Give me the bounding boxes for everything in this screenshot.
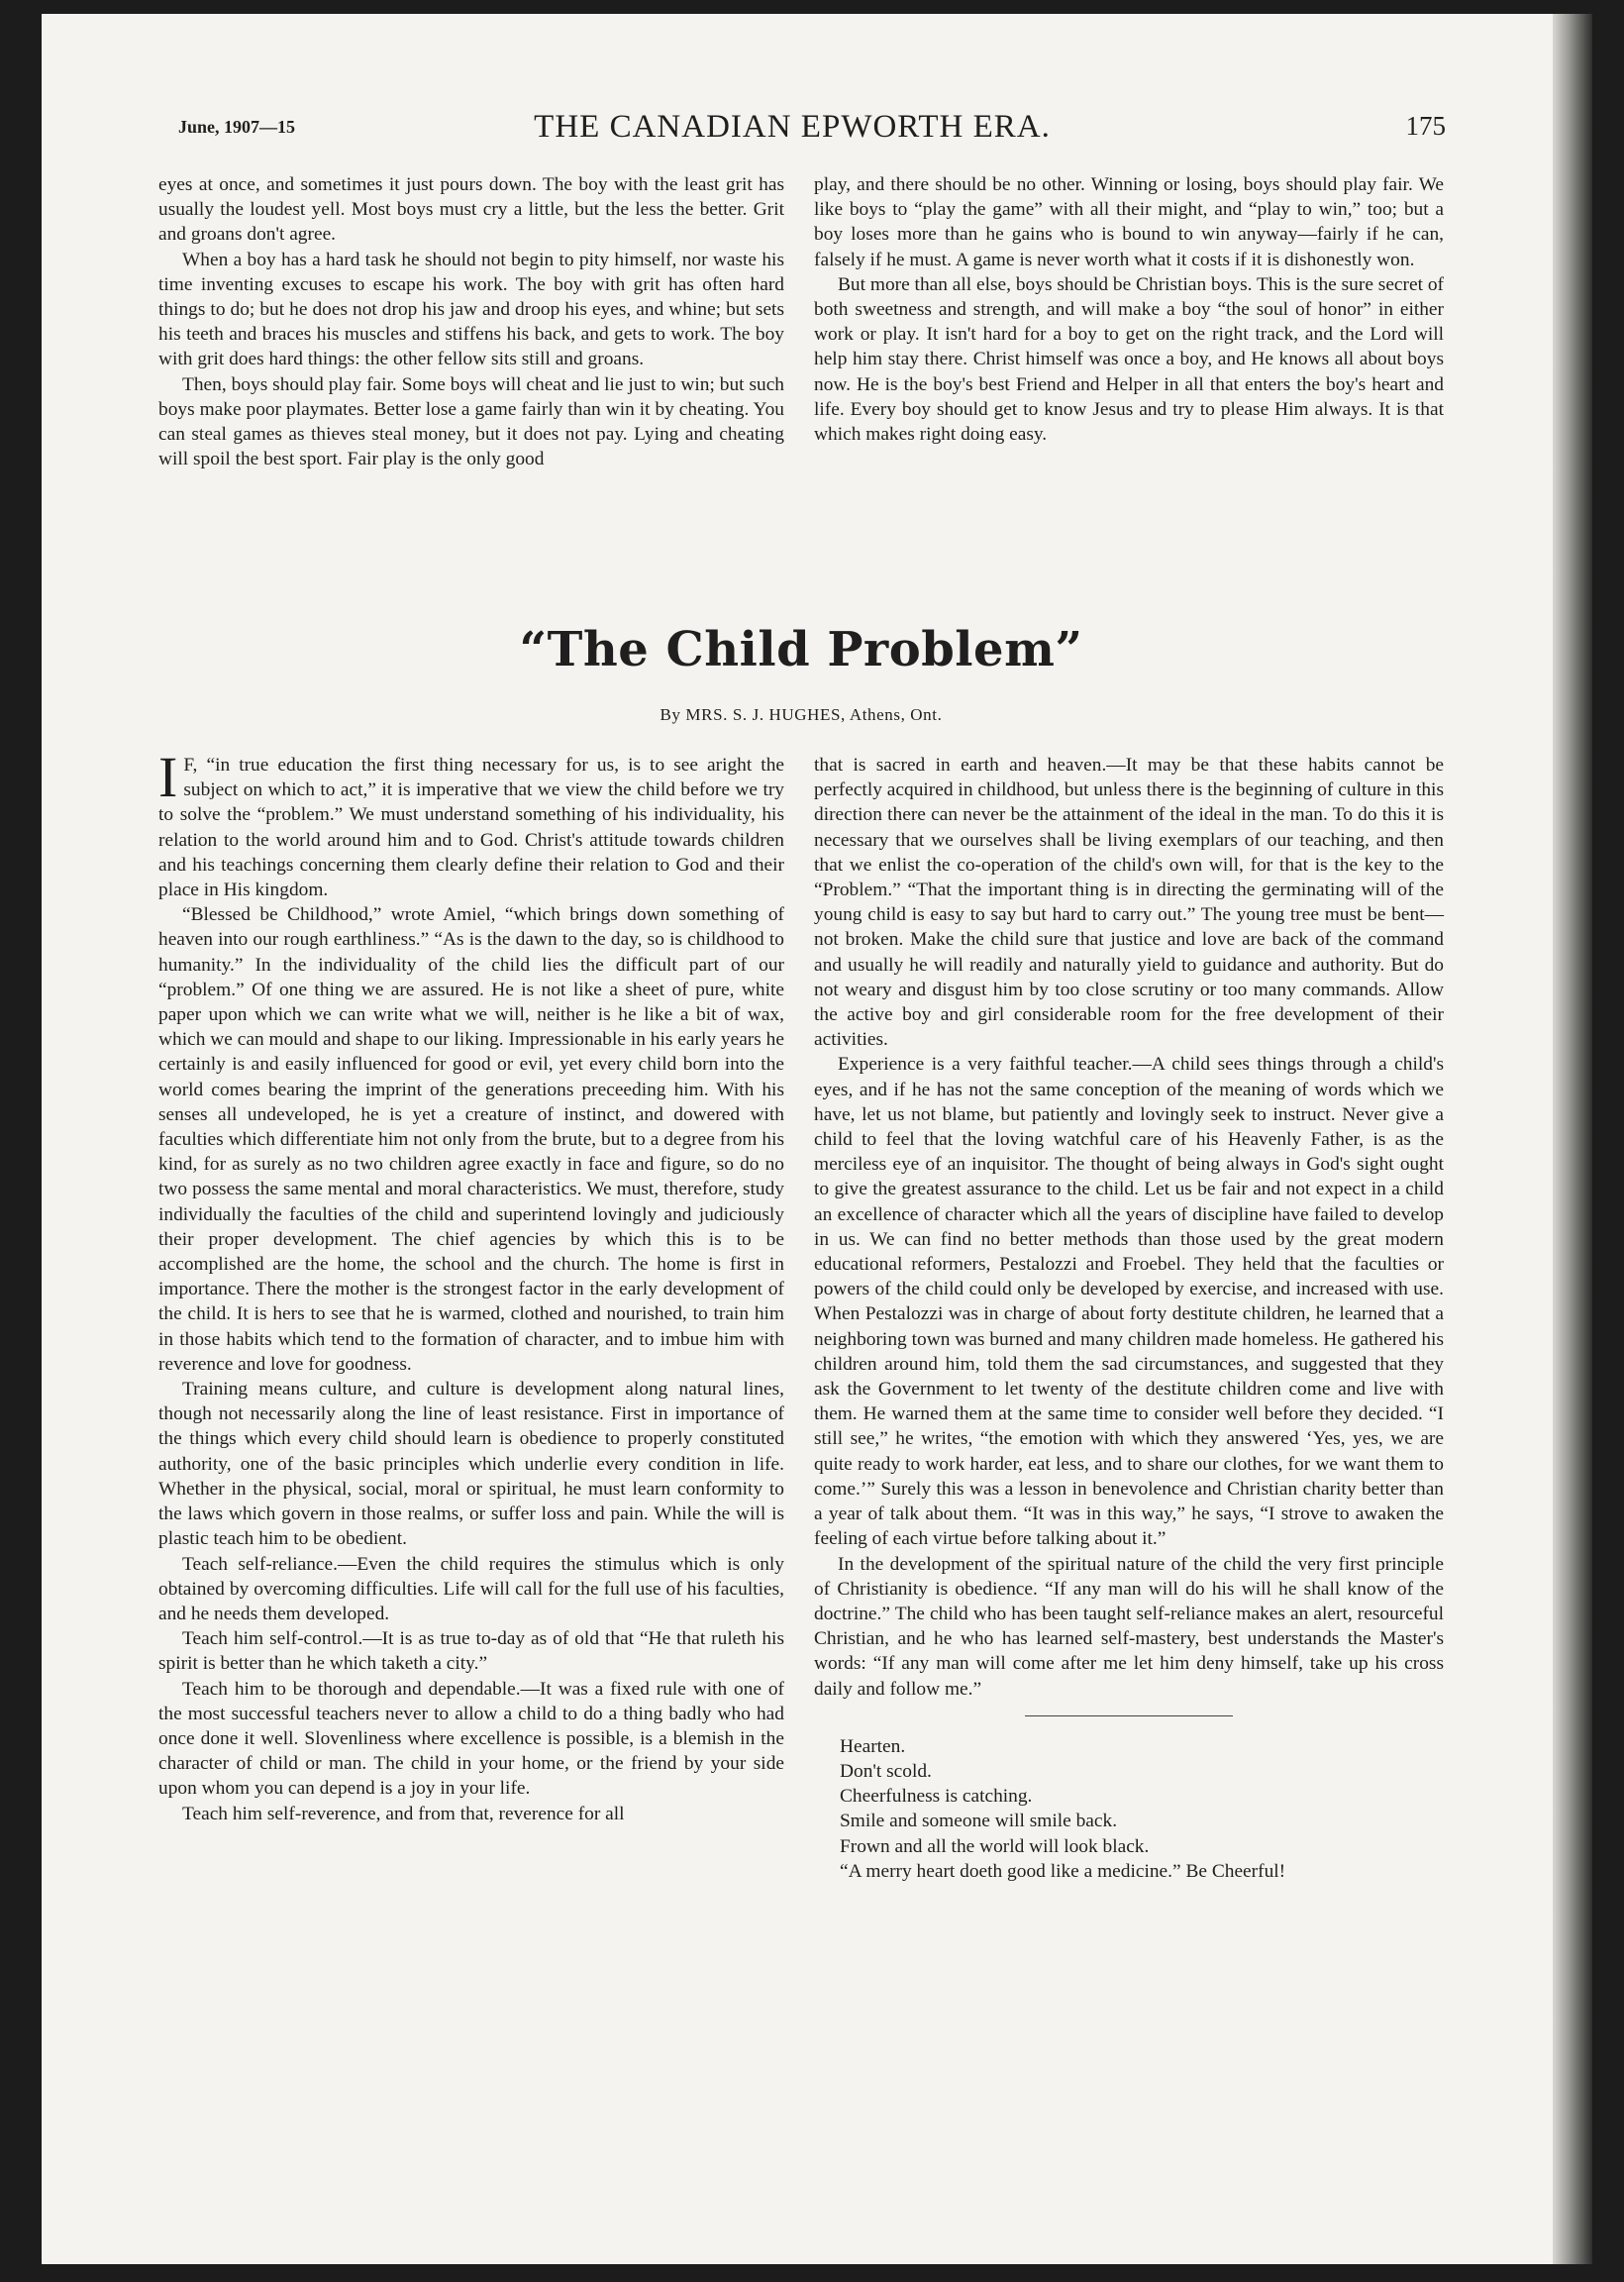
article-title: “The Child Problem” bbox=[519, 622, 1083, 677]
article-column-1 bbox=[158, 745, 784, 1826]
paragraph: Experience is a very faithful teacher.—A child sees things through a child's eyes, and if he has not the same conception of the meaning of words which we have, let us not blame, but patiently and lovingly seek to instruct. Never give a child to feel that the loving watchful care of his Heavenly Father, is as the merciless eye of an inquisitor. The thought of being always in God's sight ought to give the greatest assurance to the child. Let us be fair and not expect in a child an excellence of character which all the years of discipline have failed to develop in us. We can find no better methods than those used by the great modern educational reformers, Pestalozzi and Froebel. They held that the faculties or powers of the child could only be developed by exercise, and increased with use. When Pestalozzi was in charge of about forty destitute children, he learned that a neighboring town was burned and many children made homeless. He gathered his children around him, told them the sad circumstances, and suggested that they ask the Government to let twenty of the destitute children come and live with them. He warned them at the same time to consider well before they decided. “I still see,” he writes, “the emotion with which they answered ‘Yes, yes, we are quite ready to work harder, eat less, and to share our clothes, for we want them to come.’” Surely this was a lesson in benevolence and Christian charity better than a year of talk about them. “It was in this way,” he says, “I strove to awaken the feeling of each virtue before talking about it.” bbox=[814, 1054, 1444, 1550]
verse-line: Smile and someone will smile back. bbox=[840, 1811, 1118, 1832]
verse-line: Hearten. bbox=[840, 1735, 906, 1757]
verse-line: Frown and all the world will look black. bbox=[840, 1835, 1150, 1857]
page-number: 175 bbox=[1405, 111, 1446, 141]
paragraph: Teach him to be thorough and dependable.—It was a fixed rule with one of the most successful teachers never to allow a child to do a thing badly who had once done it well. Slovenliness where excellence is possible, is a blemish in the character of child or man. The child in your home, or the friend by your side upon whom you can depend is a joy in your life. bbox=[158, 1678, 784, 1800]
paragraph: that is sacred in earth and heaven.—It may be that these habits cannot be perfectly acquired in childhood, but unless there is the beginning of culture in this direction there can never be the attainment of the ideal in the man. To do this it is necessary that we ourselves shall be living exemplars of our teaching, and then that we enlist the co-operation of the child's own will, for that is the key to the “Problem.” “That the important thing is in directing the germinating will of the young child is easy to say but hard to carry out.” The young tree must be bent—not broken. Make the child sure that justice and love are back of the command and usually he will readily and naturally yield to guidance and authority. But do not weary and disgust him by too close scrutiny or too many commands. Allow the active boy and girl considerable room for the free development of their activities. bbox=[814, 755, 1444, 1051]
article-column-2 bbox=[814, 753, 1444, 1884]
verse-line: “A merry heart doeth good like a medicine.” Be Cheerful! bbox=[840, 1860, 1286, 1882]
opening-text: F, “in true education the first thing necessary for us, is to see aright the subject on which to act,” it is imperative that we view the child before we try to solve the “problem.” We must understand something of his individuality, his relation to the world around him and to God. Christ's attitude towards children and his teachings concerning them clearly define their relation to God and their place in His kingdom. bbox=[158, 755, 784, 901]
prev-article-column-2 bbox=[814, 172, 1444, 447]
paragraph: When a boy has a hard task he should not begin to pity himself, nor waste his time inventing excuses to escape his work. The boy with grit has often hard things to do; but he does not drop his jaw and droop his eyes, and whine; but sets his teeth and braces his muscles and stiffens his back, and gets to work. The boy with grit does hard things: the other fellow sits still and groans. bbox=[158, 249, 784, 370]
paragraph: But more than all else, boys should be Christian boys. This is the sure secret of both sweetness and strength, and will make a boy “the soul of honor” in either work or play. It isn't hard for a boy to get on the right track, and the Lord will help him stay there. Christ himself was once a boy, and He knows all about boys now. He is the boy's best Friend and Helper in all that enters the boy's heart and life. Every boy should get to know Jesus and try to please Him always. It is that which makes right doing easy. bbox=[814, 273, 1444, 446]
paragraph: Then, boys should play fair. Some boys will cheat and lie just to win; but such boys make poor playmates. Better lose a game fairly than win it by cheating. You can steal games as thieves steal money, but it does not pay. Lying and cheating will spoil the best sport. Fair play is the only good bbox=[158, 373, 784, 470]
cheerful-verse bbox=[814, 1734, 1444, 1884]
article-byline: By MRS. S. J. HUGHES, Athens, Ont. bbox=[660, 705, 943, 724]
book-gutter bbox=[1553, 14, 1592, 2264]
paragraph: Training means culture, and culture is development along natural lines, though not necessarily along the line of least resistance. First in importance of the things which every child should learn is obedience to properly constituted authority, one of the basic principles which underlie every condition in life. Whether in the physical, social, moral or spiritual, he must learn conformity to the laws which govern in those realms, or suffer loss and pain. While the will is plastic teach him to be obedient. bbox=[158, 1379, 784, 1550]
masthead: THE CANADIAN EPWORTH ERA. bbox=[534, 109, 1051, 145]
prev-article-column-1 bbox=[158, 172, 784, 471]
paragraph: In the development of the spiritual nature of the child the very first principle of Christianity is obedience. “If any man will do his will he shall know of the doctrine.” The child who has been taught self-reliance makes an alert, resourceful Christian, and he who has learned self-mastery, best understands the Master's words: “If any man will come after me let him deny himself, take up his cross daily and follow me.” bbox=[814, 1553, 1444, 1700]
verse-line: Don't scold. bbox=[840, 1760, 932, 1782]
opening-paragraph bbox=[158, 745, 784, 902]
paragraph: play, and there should be no other. Winning or losing, boys should play fair. We like boys to “play the game” with all their might, and “play to win,” too; but a boy loses more than he gains who is bound to win anyway—fairly if he can, falsely if he must. A game is never worth what it costs if it is dishonestly won. bbox=[814, 174, 1444, 270]
section-divider bbox=[1025, 1715, 1233, 1716]
drop-cap: I bbox=[158, 745, 178, 809]
issue-date: June, 1907—15 bbox=[178, 117, 296, 137]
verse-line: Cheerfulness is catching. bbox=[840, 1786, 1033, 1808]
paragraph: Teach him self-reverence, and from that, reverence for all bbox=[182, 1803, 625, 1824]
paragraph: Teach self-reliance.—Even the child requires the stimulus which is only obtained by overcoming difficulties. Life will call for the full use of his faculties, and he needs them developed. bbox=[158, 1553, 784, 1624]
running-header bbox=[139, 109, 1446, 149]
paragraph: Teach him self-control.—It is as true to-day as of old that “He that ruleth his spirit is better than he which taketh a city.” bbox=[158, 1628, 784, 1675]
paragraph: eyes at once, and sometimes it just pours down. The boy with the least grit has usually the loudest yell. Most boys must cry a little, but the less the better. Grit and groans don't agree. bbox=[158, 174, 784, 246]
paragraph: “Blessed be Childhood,” wrote Amiel, “which brings down something of heaven into our rough earthliness.” “As is the dawn to the day, so is childhood to humanity.” In the individuality of the child lies the difficult part of our “problem.” Of one thing we are assured. He is not like a sheet of pure, white paper upon which we can write what we will, neither is he like a bit of wax, which we can mould and shape to our liking. Impressionable in his early years he certainly is and easily influenced for good or evil, yet every child born into the world comes bearing the imprint of the generations preceeding him. With his senses all undeveloped, he is yet a creature of instinct, and dowered with faculties which differentiate him not only from the brute, but to a degree from his kind, for as surely as no two children agree exactly in face and figure, so do no two possess the same mental and moral characteristics. We must, therefore, study individually the faculties of the child and superintend lovingly and judiciously their proper development. The chief agencies by which this is to be accomplished are the home, the school and the church. The home is first in importance. There the mother is the strongest factor in the early development of the child. It is hers to see that he is warmed, clothed and nourished, to train him in those habits which tend to the formation of character, and to imbue him with reverence and love for goodness. bbox=[158, 904, 784, 1375]
